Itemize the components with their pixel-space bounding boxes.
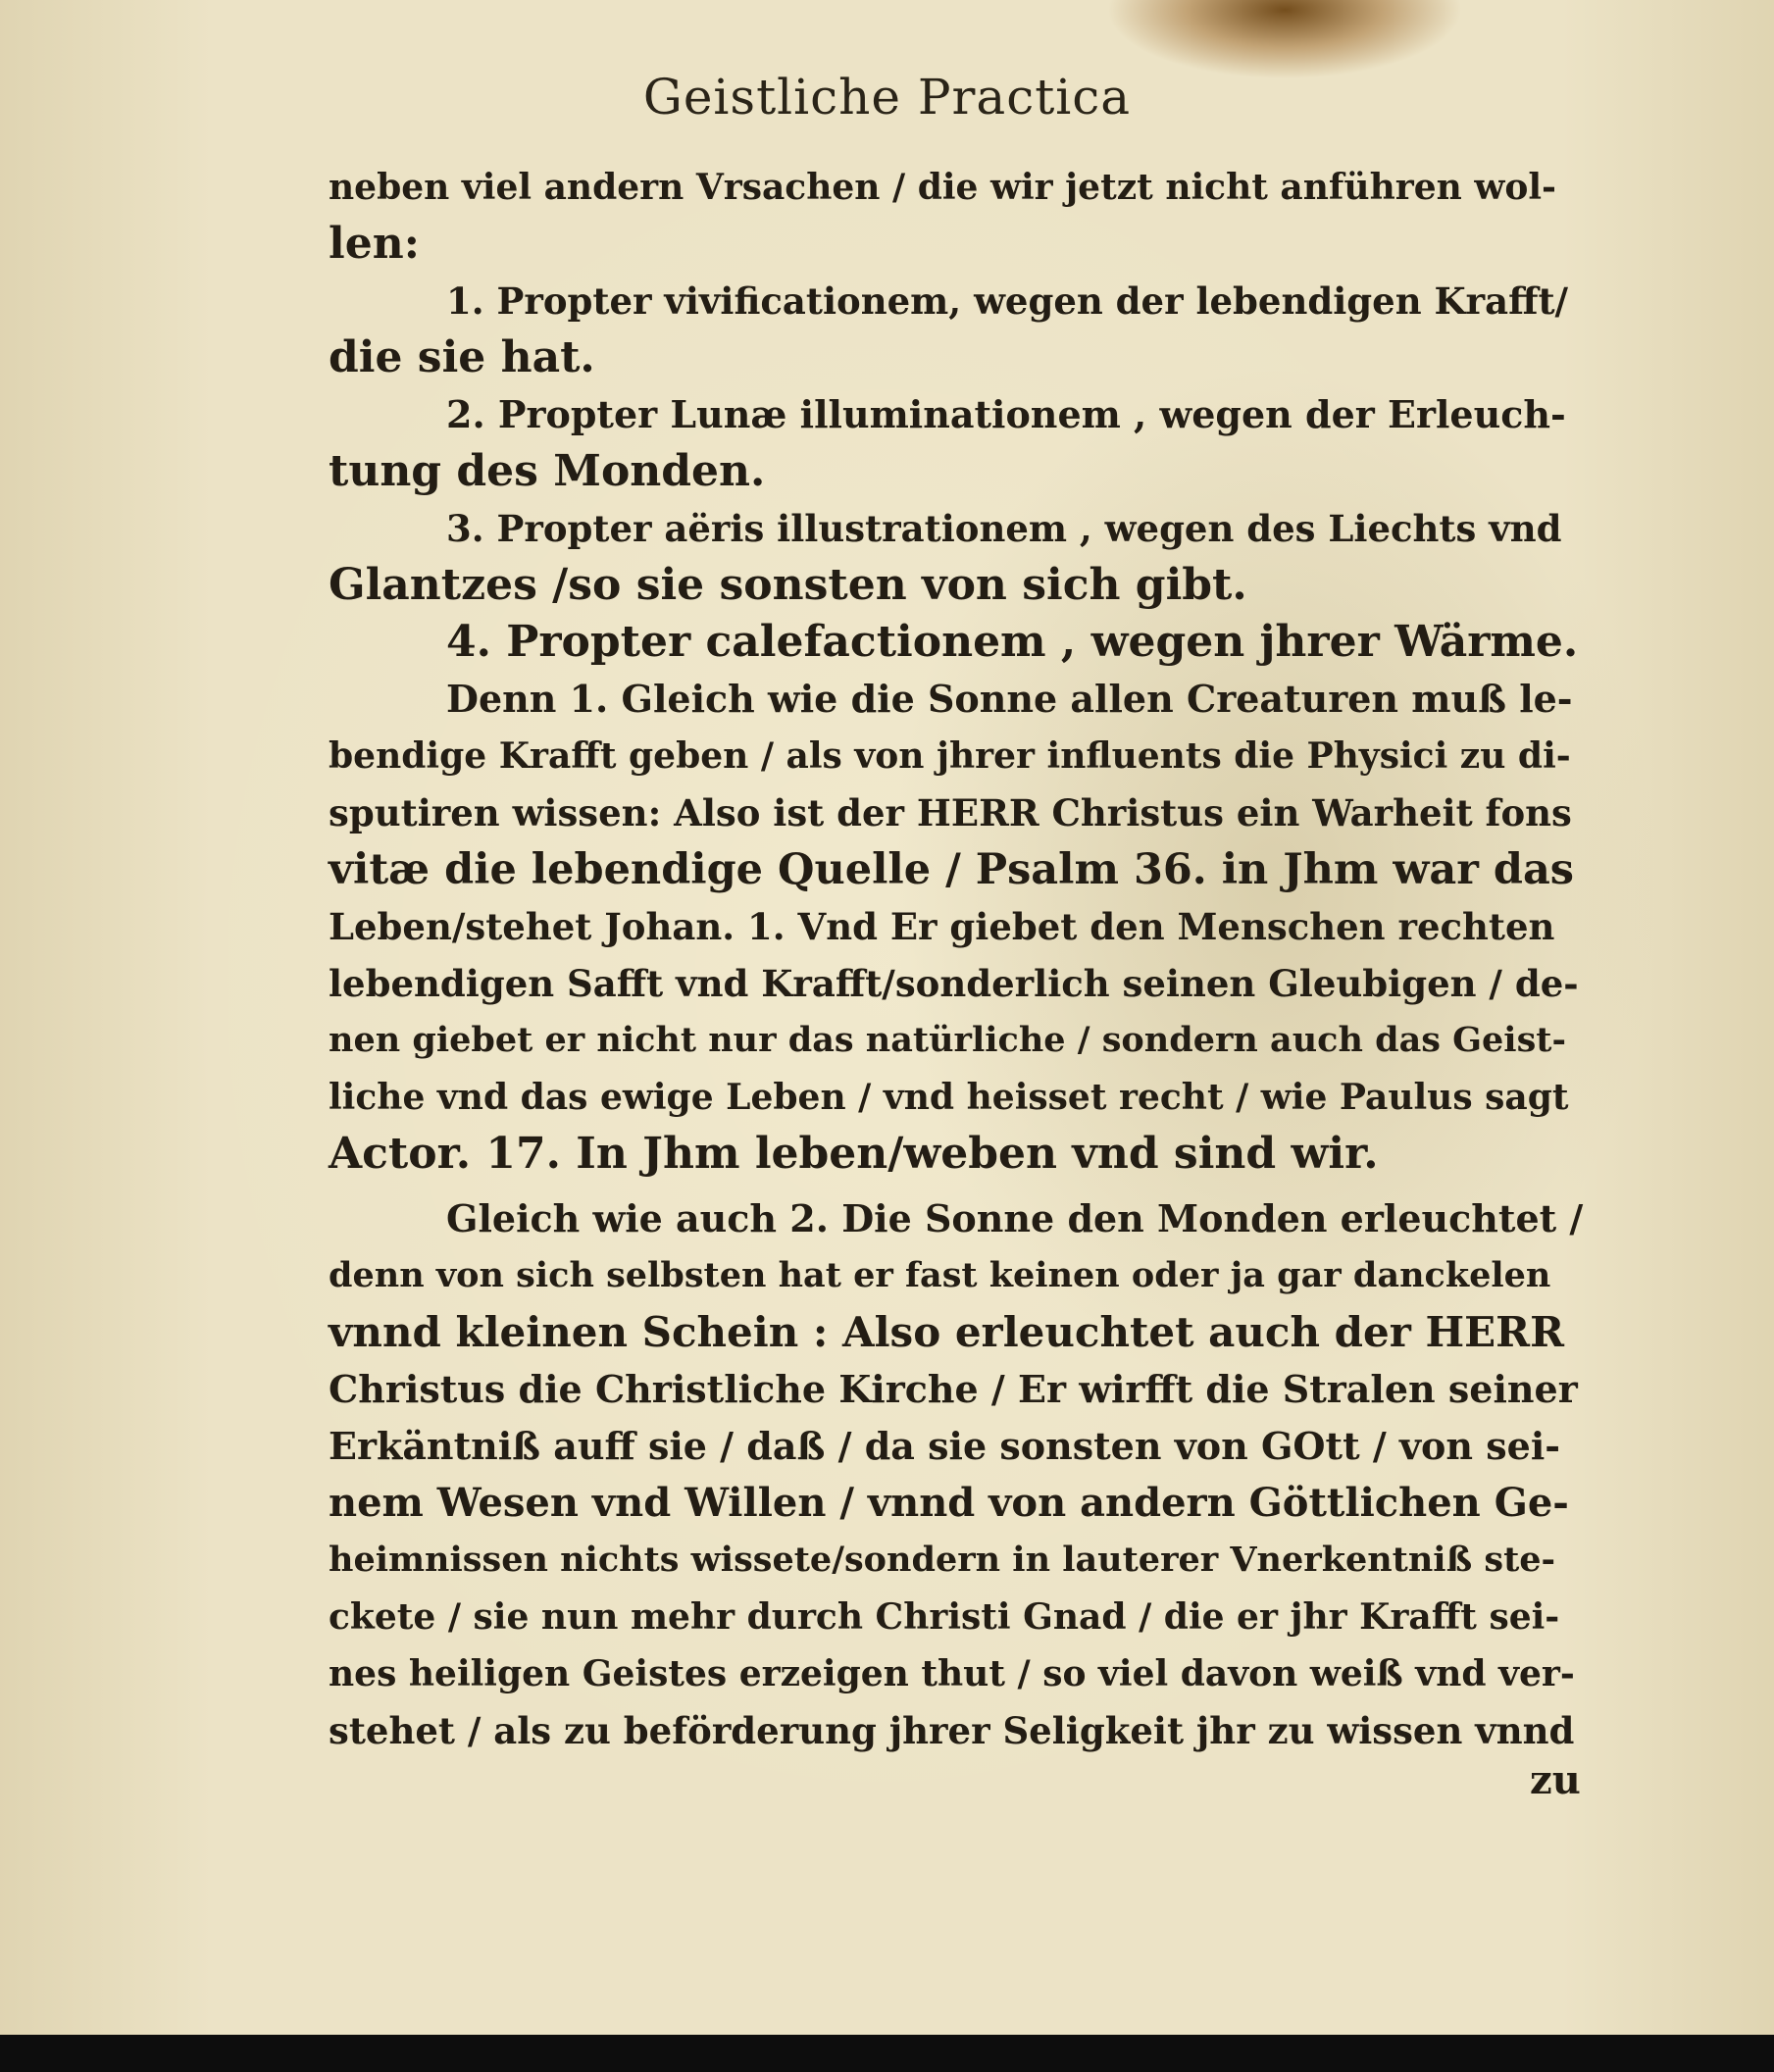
running-head: Geistliche Practica [642, 69, 1132, 126]
text-line: die sie hat. [329, 332, 595, 382]
text-line: Erkäntniß auff sie / daß / da sie sonsten von GOtt / von sei- [329, 1424, 1561, 1468]
scan-border [0, 2035, 1774, 2072]
text-line: len: [329, 219, 420, 269]
text-line: Leben/stehet Johan. 1. Vnd Er giebet den Menschen rechten [329, 905, 1555, 948]
text-line: vnnd kleinen Schein : Also erleuchtet auch der HERR [329, 1308, 1564, 1356]
text-line: ckete / sie nun mehr durch Christi Gnad / die er jhr Krafft sei- [329, 1596, 1560, 1638]
catchword: zu [1530, 1757, 1581, 1803]
text-line: sputiren wissen: Also ist der HERR Christus ein Warheit fons [329, 791, 1572, 834]
text-line: Glantzes /so sie sonsten von sich gibt. [329, 560, 1247, 610]
text-line: nen giebet er nicht nur das natürliche / sondern auch das Geist- [329, 1020, 1566, 1060]
text-line: Christus die Christliche Kirche / Er wirfft die Stralen seiner [329, 1367, 1578, 1411]
text-line: 1. Propter vivificationem, wegen der lebendigen Krafft/ [446, 279, 1569, 323]
text-line: 3. Propter aëris illustrationem , wegen des Liechts vnd [446, 507, 1562, 550]
text-line: 2. Propter Lunæ illuminationem , wegen der Erleuch- [446, 392, 1566, 436]
text-line: 4. Propter calefactionem , wegen jhrer Wärme. [446, 617, 1579, 667]
text-line: tung des Monden. [329, 446, 766, 496]
text-line: stehet / als zu beförderung jhrer Seligkeit jhr zu wissen vnnd [329, 1709, 1575, 1752]
text-line: heimnissen nichts wissete/sondern in lauterer Vnerkentniß ste- [329, 1540, 1556, 1580]
text-line: lebendigen Safft vnd Krafft/sonderlich seinen Gleubigen / de- [329, 962, 1579, 1005]
text-line: Denn 1. Gleich wie die Sonne allen Creaturen muß le- [446, 677, 1573, 721]
page-body [329, 159, 1584, 1759]
text-line: neben viel andern Vrsachen / die wir jetzt nicht anführen wol- [329, 167, 1556, 208]
text-line: liche vnd das ewige Leben / vnd heisset recht / wie Paulus sagt [329, 1077, 1569, 1118]
text-line: vitæ die lebendige Quelle / Psalm 36. in Jhm war das [329, 845, 1575, 894]
text-line: denn von sich selbsten hat er fast keinen oder ja gar danckelen [329, 1255, 1551, 1295]
text-line: nes heiligen Geistes erzeigen thut / so viel davon weiß vnd ver- [329, 1653, 1575, 1694]
text-line: Gleich wie auch 2. Die Sonne den Monden erleuchtet / [446, 1196, 1584, 1240]
text-line: bendige Krafft geben / als von jhrer influents die Physici zu di- [329, 735, 1571, 777]
text-line: Actor. 17. In Jhm leben/weben vnd sind wir. [329, 1129, 1379, 1179]
text-line: nem Wesen vnd Willen / vnnd von andern Göttlichen Ge- [329, 1480, 1569, 1526]
